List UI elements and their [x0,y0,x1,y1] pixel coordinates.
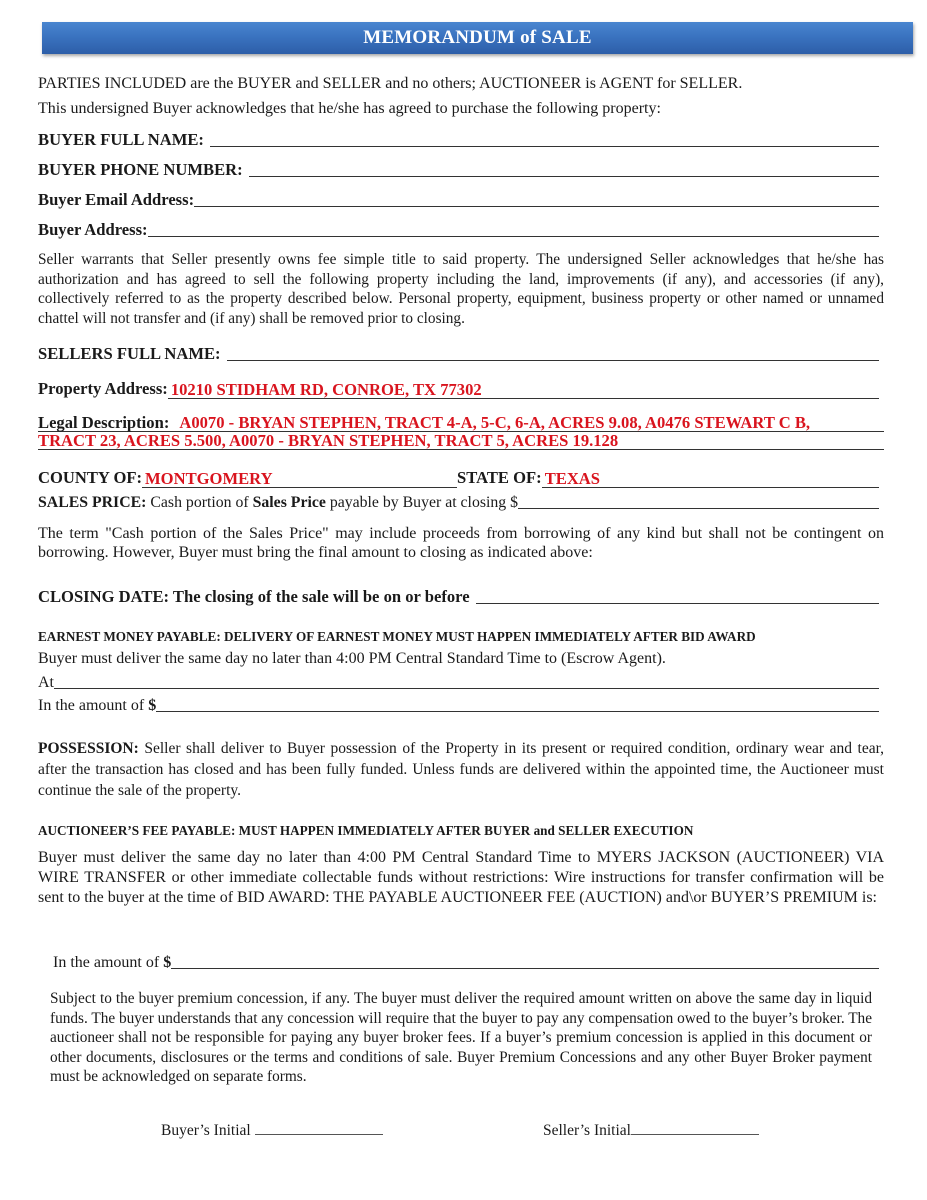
auctioneer-fee-amount-field[interactable] [171,967,879,969]
sales-price-text-1: Cash portion of [146,494,253,511]
buyer-email-field[interactable] [194,205,879,207]
possession-label: POSSESSION: [38,740,139,757]
buyer-initial-label: Buyer’s Initial [161,1122,251,1139]
legal-description-line-2[interactable]: TRACT 23, ACRES 5.500, A0070 - BRYAN STEPHEN, TRACT 5, ACRES 19.128 [38,431,619,450]
closing-date-field[interactable] [476,602,879,604]
seller-initial-label: Seller’s Initial [543,1122,631,1139]
sales-price-text [38,494,518,512]
closing-date-row [38,587,879,607]
seller-warranty-paragraph: Seller warrants that Seller presently owns fee simple title to said property. The undersigned Seller acknowledges that he/she has authorization and has agreed to sell the following property including the land, improvements (if any), and accessories (if any), collectively referred to as the property described below. Personal property, equipment, business property or other named or unnamed chattel will not transfer and (if any) shall be removed prior to closing. [38,251,884,327]
seller-full-name-field[interactable] [227,359,879,361]
buyer-phone-label: BUYER PHONE NUMBER: [38,160,243,179]
legal-description-line-2-row [38,432,884,450]
earnest-money-text: Buyer must deliver the same day no later than 4:00 PM Central Standard Time to (Escrow Agent). [38,650,666,667]
buyer-phone-field[interactable] [249,175,879,177]
sales-price-row [38,494,879,512]
county-label: COUNTY OF: [38,468,143,487]
premium-concession-paragraph: Subject to the buyer premium concession, if any. The buyer must deliver the required amount written on above the same day in liquid funds. The buyer understands that any concession will require that the buyer to pay any compensation owed to the buyer’s broker. The auctioneer shall not be responsible for paying any buyer broker fees. If a buyer’s premium concession is applied in this document or other documents, disclosures or the terms and conditions of sale. Buyer Premium Concessions and any other Buyer Broker payment must be acknowledged on separate forms. [50,990,872,1085]
property-address-field[interactable]: 10210 STIDHAM RD, CONROE, TX 77302 [168,381,879,399]
seller-initial-field[interactable] [631,1120,759,1135]
buyer-acknowledgement: This undersigned Buyer acknowledges that he/she has agreed to purchase the following property: [38,100,661,117]
buyer-address-field[interactable] [148,235,879,237]
cash-portion-note: The term "Cash portion of the Sales Price" may include proceeds from borrowing of any kind but shall not be contingent on borrowing. However, Buyer must bring the final amount to closing as indicated above: [38,525,884,561]
earnest-at-field[interactable] [54,687,879,689]
sales-price-label: SALES PRICE: [38,494,147,511]
property-address-row [38,379,879,399]
buyer-phone-row [38,160,879,180]
earnest-amount-row [38,697,879,715]
earnest-money-heading: EARNEST MONEY PAYABLE: DELIVERY OF EARNEST MONEY MUST HAPPEN IMMEDIATELY AFTER BID AWARD [38,629,756,644]
buyer-address-label: Buyer Address: [38,220,148,239]
county-state-row [38,468,879,488]
possession-paragraph [38,738,884,801]
buyer-full-name-label: BUYER FULL NAME: [38,130,204,149]
buyer-email-row [38,190,879,210]
parties-statement: PARTIES INCLUDED are the BUYER and SELLER and no others; AUCTIONEER is AGENT for SELLER. [38,75,743,92]
earnest-amount-text: In the amount of [38,697,149,714]
earnest-amount-label [38,697,156,715]
legal-description-block [38,414,884,450]
seller-initial-row [543,1120,759,1140]
buyer-initial-field[interactable] [255,1120,383,1135]
buyer-full-name-row [38,130,879,150]
sales-price-text-2: payable by Buyer at closing $ [325,494,519,511]
sales-price-field[interactable] [518,507,879,509]
title-banner [42,22,913,54]
state-label: STATE OF: [457,468,542,487]
buyer-full-name-field[interactable] [210,145,879,147]
seller-full-name-row [38,344,879,364]
county-field[interactable]: MONTGOMERY [142,470,457,488]
legal-description-line-1-row [38,414,884,432]
auctioneer-fee-heading: AUCTIONEER’S FEE PAYABLE: MUST HAPPEN IMMEDIATELY AFTER BUYER and SELLER EXECUTION [38,823,694,838]
legal-description-label: Legal Description: [38,413,170,432]
seller-full-name-label: SELLERS FULL NAME: [38,344,221,363]
earnest-at-row [38,674,879,692]
possession-text: Seller shall deliver to Buyer possession of the Property in its present or required condition, ordinary wear and tear, after the transaction has closed and has been fully funded. Unless funds are delivered within the appointed time, the Auctioneer must continue the sale of the property. [38,740,884,799]
closing-date-label: CLOSING DATE: The closing of the sale will be on or before [38,587,470,606]
earnest-amount-field[interactable] [156,710,879,712]
auctioneer-fee-amount-label [53,954,171,972]
auctioneer-fee-text: Buyer must deliver the same day no later than 4:00 PM Central Standard Time to MYERS JACKSON (AUCTIONEER) VIA WIRE TRANSFER or other immediate collectable funds without restrictions: Wire instructions for transfer confirmation will be sent to the buyer at the time of BID AWARD: THE PAYABLE AUCTIONEER FEE (AUCTION) and\or BUYER’S PREMIUM is: [38,849,884,906]
buyer-address-row [38,220,879,240]
buyer-email-label: Buyer Email Address: [38,190,195,209]
auctioneer-fee-amount-text: In the amount of [53,954,164,971]
buyer-initial-row [161,1120,383,1140]
dollar-sign: $ [163,954,172,971]
page-title: MEMORANDUM of SALE [363,27,592,48]
property-address-label: Property Address: [38,379,168,398]
sales-price-bold-term: Sales Price [252,494,326,511]
auctioneer-fee-amount-row [53,954,879,972]
dollar-sign: $ [148,697,157,714]
legal-description-line-1[interactable]: A0070 - BRYAN STEPHEN, TRACT 4-A, 5-C, 6-A, ACRES 9.08, A0476 STEWART C B, [179,413,811,432]
state-field[interactable]: TEXAS [542,470,879,488]
earnest-at-label: At [38,674,54,691]
